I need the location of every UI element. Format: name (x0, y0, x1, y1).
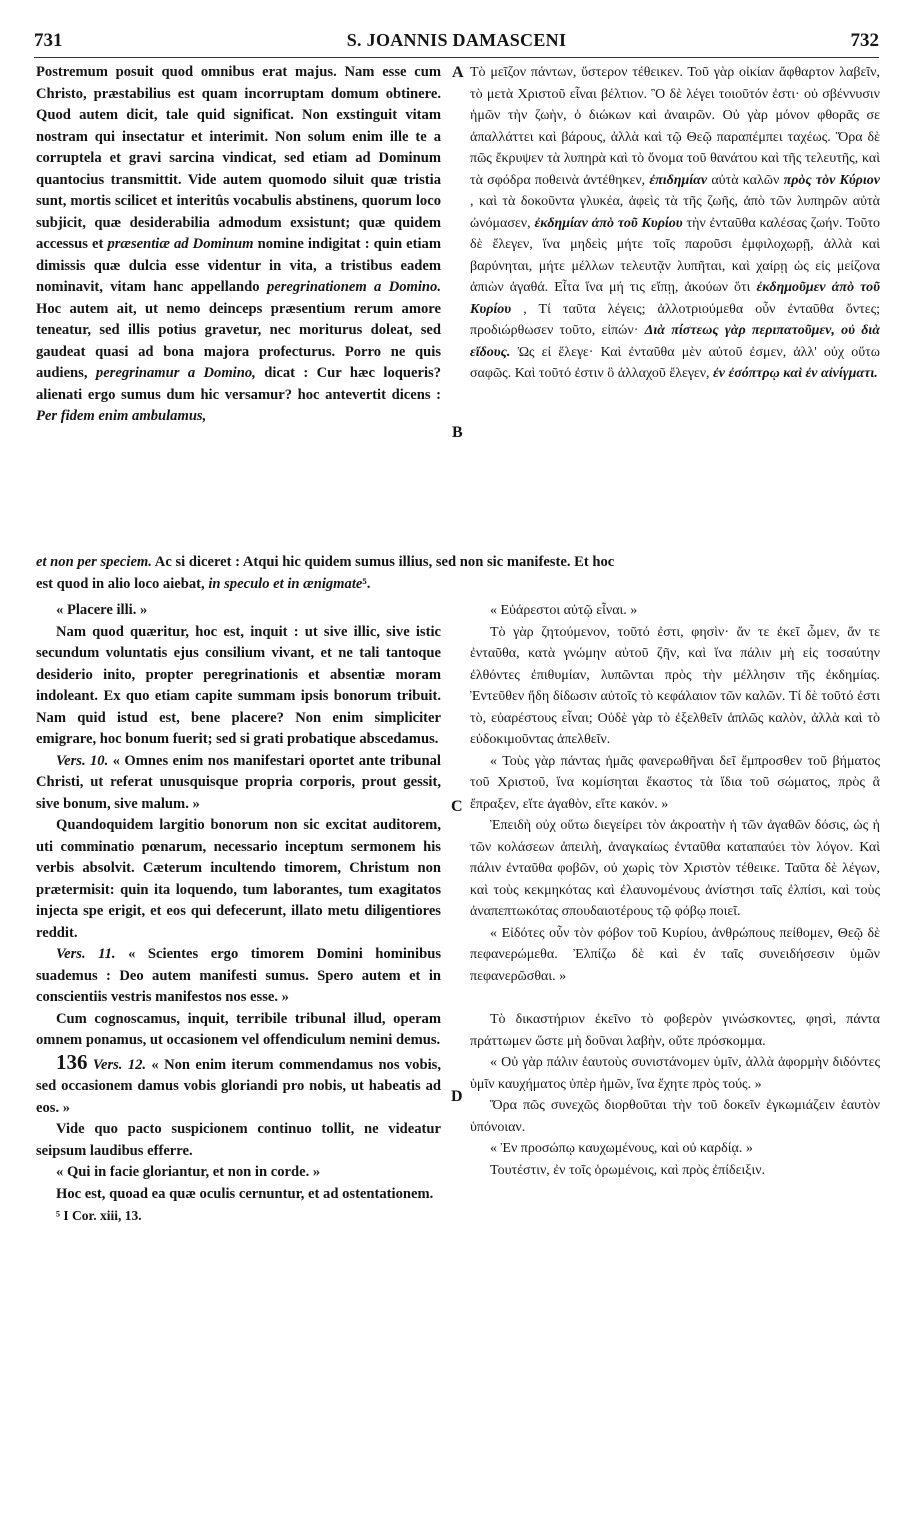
greek-italic: ἐκδημίαν ἀπὸ τοῦ Κυρίου (534, 215, 683, 231)
greek-text: , Τί ταῦτα λέγεις; ἀλλοτριούμεθα οὖν ἐνταῦθα ὄντες; προδιώρθωσεν τοῦτο, εἰπών· (470, 301, 881, 338)
page-header (34, 30, 879, 56)
verse-label: Vers. 11. (56, 946, 116, 962)
verse-text: « Omnes enim nos manifestari oportet ante tribunal Christi, ut referat unusquisque propria corporis, prout gessit, sive bonum, sive malum. » (36, 752, 441, 812)
greek-text: Τὸ μεῖζον πάντων, ὕστερον τέθεικεν. Τοῦ γὰρ οἰκίαν ἄφθαρτον λαβεῖν, τὸ μετὰ Χριστοῦ εἶναι βέλτιον. Ὃ δὲ λέγει τοιοῦτόν ἐστι· οὐ σβέννυσιν ἡμῶν τὴν ζωὴν, ὁ διώκων καὶ ἀναιρῶν. Οὐ γὰρ μόνον φθορᾶς σε ἀπαλλάττει καὶ βάρους, ἀλλὰ καὶ τῷ Θεῷ παραπέμπει ταχέως. Ὅρα δὲ πῶς ἔκρυψεν τὰ λυπηρὰ καὶ τὸ ὄνομα τοῦ θανάτου καὶ τῆς τελευτῆς, καὶ τὰ σφόδρα ποθεινὰ ἀντέθηκεν, (470, 65, 880, 188)
greek-quote: « Ἐν προσώπῳ καυχωμένους, καὶ οὐ καρδίᾳ. » (490, 1141, 753, 1156)
page-number-left: 731 (34, 30, 63, 51)
greek-text: Ὡς εἰ ἔλεγε· Καὶ ἐνταῦθα μὲν αὐτοῦ ἐσμεν, ἀλλ' οὐχ οὕτω σαφῶς. Καὶ τοῦτό ἐστιν ὃ ἀλλαχοῦ ἔλεγεν, (470, 344, 880, 381)
greek-paragraph: Ὅρα πῶς συνεχῶς διορθοῦται τὴν τοῦ δοκεῖν ἐγκωμιάζειν ἑαυτὸν ὑπόνοιαν. (470, 1098, 880, 1135)
verse-label: Vers. 12. (92, 1056, 147, 1073)
section-marker-c: C (451, 798, 463, 815)
latin-text: Postremum posuit quod omnibus erat majus. Nam esse cum Christo, præstabilius est quam incorruptam domum obtinere. Quod autem dicit, tale quid significat. Non exstinguit vitam nostram qui insectatur et interimit. Non solum enim ille te a corruptela et gravi sarcina vindicat, sed etiam ad Dominum quantocius transmittit. Vide autem quomodo siluit quæ tristia sunt, mortis scilicet et interitûs vocabulis abstinens, quorum loco subjicit, quæ desiderabilia admodum exsistunt; quæ quidem accessus et (36, 64, 441, 252)
greek-text: αὐτὰ καλῶν (711, 172, 780, 188)
latin-text: Ac si diceret : Atqui hic quidem sumus illius, sed non sic manifeste. (154, 554, 571, 570)
greek-italic: ἐν ἐσόπτρῳ καὶ ἐν αἰνίγματι. (713, 366, 878, 381)
footnote-ref: ⁵. (362, 576, 371, 592)
greek-italic: ἐπιδημίαν (649, 172, 708, 188)
wide-line (36, 574, 881, 596)
greek-text: τὴν ἐνταῦθα καλέσας ζωήν. Τοῦτο δὲ ἔλεγεν, ἵνα μηδεὶς μήτε τοῖς παροῦσι ἐμφιλοχωρῇ, ἀλλὰ καὶ βαρύνηται, μήτε μέλλων τελευτᾷν λυπῆται, καὶ χαίρῃ ὡς εἰς μείζονα ἀπιὼν ἀγαθά. Εἶτα ἵνα μή τις εἴπῃ, ἀκούων ὅτι (470, 215, 881, 295)
page-number-right: 732 (850, 30, 879, 51)
latin-paragraph: Nam quod quæritur, hoc est, inquit : ut sive illic, sive istic secundum voluntatis ejus consilium vivant, et ne tali tantoque desiderio inito, propter peregrinationis et absentiæ moram indoleant. Ex quo etiam capite summam ipsis bonorum tribuit. Nam quid istud est, bene placere? Non enim simpliciter emigrare, hoc bonum fuerit; sed si grati probatique abscedamus. (36, 623, 441, 747)
greek-italic: πρὸς τὸν Κύριον (783, 172, 880, 188)
latin-text: Et hoc (574, 554, 615, 570)
verse-text: « Non enim iterum commendamus nos vobis, sed occasionem damus vobis gloriandi pro nobis, ut habeatis ad eos. » (36, 1056, 441, 1116)
latin-paragraph: Cum cognoscamus, inquit, terribile tribunal illud, operam omnem ponamus, ut occasionem vel offendiculum nemini demus. (36, 1010, 441, 1048)
greek-paragraph: Τὸ δικαστήριον ἐκεῖνο τὸ φοβερὸν γινώσκοντες, φησὶ, πάντα πράττωμεν ὥστε μὴ δοῦναι λαβὴν, οὔτε πρόσκομμα. (470, 1012, 880, 1049)
greek-column-lower (470, 600, 880, 1181)
latin-italic: et non per speciem. (36, 554, 152, 570)
verse-text: « Τοὺς γὰρ πάντας ἡμᾶς φανερωθῆναι δεῖ ἔμπροσθεν τοῦ βήματος τοῦ Χριστοῦ, ἵνα κομίσηται ἕκαστος τὰ ἴδια τοῦ σώματος, πρὸς ἃ ἔπραξεν, εἴτε ἀγαθὸν, εἴτε κακόν. » (470, 753, 880, 812)
latin-paragraph: Vide quo pacto suspicionem continuo tollit, ne videatur seipsum laudibus efferre. (36, 1121, 441, 1159)
section-marker-b: B (452, 424, 463, 441)
latin-column-lower (36, 600, 441, 1227)
column-number: 136 (56, 1049, 88, 1074)
latin-paragraph (36, 62, 441, 428)
greek-paragraph: Τουτέστιν, ἐν τοῖς ὁρωμένοις, καὶ πρὸς ἐπίδειξιν. (490, 1162, 766, 1178)
footnote: ⁵ I Cor. xiii, 13. (56, 1208, 142, 1223)
greek-italic: ἐκδημοῦμεν ἀπὸ τοῦ Κυρίου (470, 280, 880, 317)
latin-text: nomine indigitat : quin etiam dimissis quæ dulcia esse videntur in vita, a tristibus eadem nominavit, vitam hanc appellando (36, 236, 442, 295)
verse-label: Vers. 10. (56, 752, 109, 769)
latin-paragraph: Hoc est, quoad ea quæ oculis cernuntur, et ad ostentationem. (56, 1185, 434, 1202)
latin-quote: « Placere illi. » (56, 602, 148, 618)
latin-text: est quod in alio loco aiebat, (36, 576, 205, 592)
greek-paragraph: Τὸ γὰρ ζητούμενον, τοῦτό ἐστι, φησὶν· ἄν τε ἐκεῖ ὦμεν, ἄν τε ἐνταῦθα, κατὰ γνώμην αὐτοῦ ζῆν, καὶ ἵνα πάλιν μὴ εἰς τοσαύτην ἐλθόντες ἐπιθυμίαν, λυπῶνται πρὸς τὴν μέλλησιν τῆς ἐκδημίας. Ἐντεῦθεν ἤδη δίδωσιν αὐτοῖς τὸ κεφάλαιον τῶν καλῶν. Τί δὲ τοῦτό ἐστι τὸ, εὐαρέστους εἶναι; Οὐδὲ γὰρ τὸ ἐξελθεῖν ἁπλῶς καλὸν, ἀλλὰ καὶ τὸ εὐδοκιμοῦντας ἀπελθεῖν. (470, 624, 880, 747)
verse-text: « Εἰδότες οὖν τὸν φόβον τοῦ Κυρίου, ἀνθρώπους πείθομεν, Θεῷ δὲ πεφανερώμεθα. Ἐλπίζω δὲ καὶ ἐν ταῖς συνειδήσεσιν ὑμῶν πεφανερῶσθαι. » (470, 925, 880, 984)
verse-text: « Οὐ γὰρ πάλιν ἑαυτοὺς συνιστάνομεν ὑμῖν, ἀλλὰ ἀφορμὴν διδόντες ὑμῖν καυχήματος ὑπὲρ ἡμῶν, ἵνα ἔχητε πρὸς τούς. » (470, 1055, 880, 1092)
latin-text: Hoc autem ait, ut nemo deinceps præsentium rerum amore teneatur, sed illis potius gravetur, nec moriturus doleat, sed gaudeat quasi ad bona majora profecturus. Porro ne quis audiens, (36, 300, 441, 381)
section-marker-a: A (452, 64, 464, 81)
latin-italic: peregrinamur a Domino, (95, 365, 256, 381)
wide-line (36, 552, 881, 574)
latin-paragraph: Quandoquidem largitio bonorum non sic excitat auditorem, uti comminatio pœnarum, necessario inceptum sermonem his verbis absolvit. Cæterum incultendo timorem, Christum non prætermisit: quin ita loquendo, tum laborantes, tum exagitatos injecta spe erigit, et eos qui defecerunt, illato metu diligentiores reddit. (36, 817, 441, 941)
greek-italic: Διὰ πίστεως γὰρ περιπατοῦμεν, οὐ διὰ εἴδους. (470, 323, 881, 360)
greek-quote: « Εὐάρεστοι αὐτῷ εἶναι. » (490, 603, 638, 618)
latin-italic: Per fidem enim ambulamus, (36, 408, 207, 424)
latin-italic: præsentiæ ad Dominum (107, 236, 254, 252)
greek-paragraph: Ἐπειδὴ οὐχ οὕτω διεγείρει τὸν ἀκροατὴν ἡ τῶν ἀγαθῶν δόσις, ὡς ἡ τῶν κολάσεων ἀπειλὴ, ἀναγκαίως ἐνταῦθα καταπαύει τὸν λόγον. Καὶ πάλιν ἐνταῦθα φοβῶν, οὐ χωρὶς τὸν Χριστὸν τέθεικε. Ταῦτα δὲ λέγων, καὶ τοὺς κεκμηκότας καὶ ἐλαυνομένους ἀνίστησι ταῖς ἐλπίσι, καὶ τοὺς ἀναπεπτωκότας σπουδαιοτέρους τῷ φόβῳ ποιεῖ. (470, 818, 880, 919)
header-rule (34, 57, 879, 58)
greek-paragraph (470, 62, 880, 385)
greek-text: , καὶ τὰ δοκοῦντα γλυκέα, ἀφεὶς τὰ τῆς ζωῆς, ἀπὸ τῶν λυπηρῶν αὐτὰ ὠνόμασεν, (470, 194, 880, 231)
latin-text: dicat : Cur hæc loqueris? alienati ergo sumus dum hic versamur? hoc antevertit dicens : (36, 365, 441, 403)
section-marker-d: D (451, 1088, 463, 1105)
latin-italic: peregrinationem a Domino. (266, 279, 441, 295)
verse-text: « Scientes ergo timorem Domini hominibus suademus : Deo autem manifesti sumus. Spero autem et in conscientiis vestris manifestos nos esse. » (36, 946, 441, 1005)
running-title: S. JOANNIS DAMASCENI (346, 30, 567, 50)
latin-italic: in speculo et in ænigmate (208, 576, 363, 592)
latin-quote: « Qui in facie gloriantur, et non in corde. » (56, 1164, 321, 1180)
